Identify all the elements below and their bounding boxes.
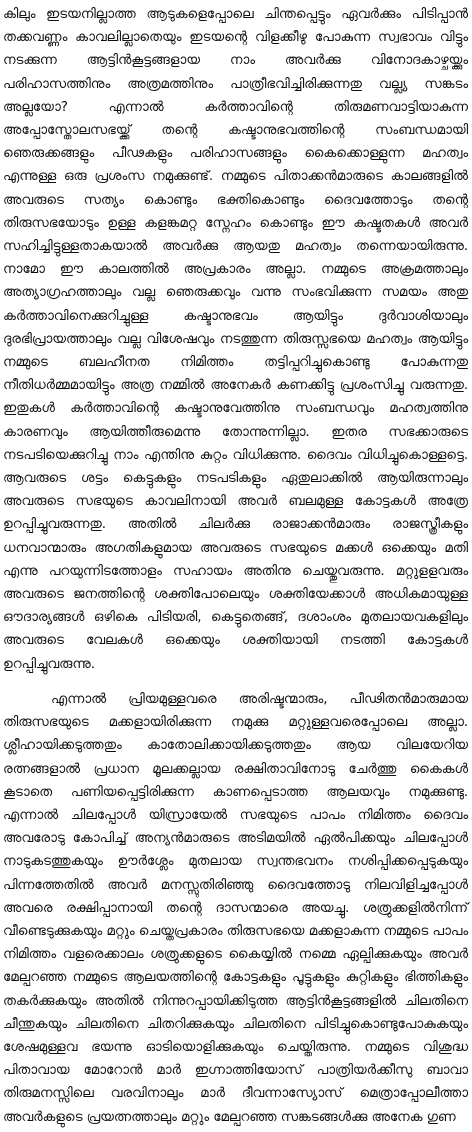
- body-paragraph: കിലും ഇടയനില്ലാത്ത ആടുകളെപ്പോലെ ചിന്തപ്പെട്ടും ഏവർക്കും പിടിപ്പാൻ തക്കവണ്ണം കാവലില്ലാതെയും ഇടയന്റെ വിളക്കീഴു പോകുന്ന സ്വഭാവം വിട്ടും നടക്കുന്ന ആട്ടിൻകൂട്ടങ്ങളായ നാം അവർക്കു വിനോദകാഴ്ചയ്ക്കും പരിഹാസത്തിനും അത്രമത്തിനും പാത്രീഭവിച്ചിരിക്കുന്നതു വല്ല്യ സങ്കടം അല്ലയോ? എന്നാൽ കർത്താവിന്റെ തിരുമണവാട്ടിയാകുന്ന അപ്പോസ്തോലസഭയ്ക്ക് തന്റെ കഷ്ടാനുഭവത്തിന്റെ സംബന്ധമായി ഞെരുക്കങ്ങളും പീഢകളും പരിഹാസങ്ങളും കൈക്കൊള്ളുന്ന മഹത്വം എന്നുള്ള ഒരു പ്രശംസ നമുക്കുണ്ട്. നമ്മുടെ പിതാക്കൻമാരുടെ കാലങ്ങളിൽ അവരുടെ സത്യം കൊണ്ടും ഭക്തികൊണ്ടും ദൈവത്തോടും തന്റെ തിരുസഭയോടും ഉള്ള കളങ്കമറ്റ സ്നേഹം കൊണ്ടും ഈ കഷ്ടതകൾ അവർ സഹിച്ചിട്ടുള്ളതാകയാൽ അവർക്കു ആയതു മഹത്വം തന്നെയായിരുന്നു. നാമോ ഈ കാലത്തിൽ അപ്രകാരം അല്ലാ. നമ്മുടെ അക്രമത്താലും അത്യാഗ്രഹത്താലും വല്ല ഞെരുക്കവും വന്നു സംഭവിക്കുന്ന സമയം അതു കർത്താവിനെക്കുറിച്ചുള്ള കഷ്ടാനുഭവം ആയിട്ടും ദുർവാശിയാലും ദുരഭിപ്രായത്താലും വല്ല വിശേഷവും നടത്തുന്ന തിരുസ്സഭയെ മഹത്വം ആയിട്ടും നമ്മുടെ ബലഹീനത നിമിത്തം തട്ടിപ്പറിച്ചുകൊണ്ടു പോകുന്നതു നീതിധർമ്മമായിട്ടും അത്ര നമ്മിൽ അനേകർ കണക്കിട്ടു പ്രശംസിച്ചു വരുന്നതു. ഇതുകൾ കർത്താവിന്റെ കഷ്ടാനുവേത്തിനു സംബന്ധവും മഹത്വത്തിനു കാരണവും ആയിത്തീരുമെന്നു തോന്നുന്നില്ലാ. ഇതര സഭക്കാരുടെ നടപടിയെക്കുറിച്ചു നാം എന്തിനു കുറ്റം വിധിക്കുന്നു. ദൈവം വിധിച്ചുകൊള്ളട്ടെ. ആവരുടെ ശട്ടം കെട്ടുകളും നടപടികളും ഏതുലാക്കിൽ ആയിരുന്നാലും അവരുടെ സഭയുടെ കാവലിനായി അവർ ബലമുള്ള കോട്ടകൾ അത്രേ ഉറപ്പിച്ചുവരുന്നതു. അതിൽ ചിലർക്കു രാജാക്കൻമാരും രാജസ്ത്രീകളും ധനവാന്മാരും അഗതികളുമായ അവരുടെ സഭയുടെ മക്കൾ ഒക്കെയും മതി എന്നു പറയുന്നിടത്തോളം സഹായം അതിനു ചെയ്തുവരുന്നു. മറ്റുളളവരും അവരുടെ ജനത്തിന്റെ ശക്തിപോലെയും ശക്തിയേക്കാൾ അധികമായുള്ള ഔദാര്യങ്ങൾ ഒഴികെ പിടിയരി, കെട്ടുതെങ്ങ്, ദശാംശം മുതലായവകളിലും അവരുടെ വേലകൾ ഒക്കെയും ശക്തിയായി നടത്തി കോട്ടകൾ ഉറപ്പിച്ചുവരുന്നു.: [3, 6, 468, 672]
- body-paragraph: എന്നാൽ പ്രിയമുള്ളവരെ അരിഷ്ടന്മാരും, പീഢിതൻമാരുമായ തിരുസഭയുടെ മക്കളായിരിക്കുന്ന നമുക്കു മറ്റുള്ളവരെപ്പോലെ അല്ലാ. ശ്ലീഹായിക്കടുത്തതും കാതോലിക്കായിക്കടുത്തതും ആയ വിലയേറിയ രത്നങ്ങളാൽ പ്രധാന മൂലക്കല്ലായ രക്ഷിതാവിനോടു ചേർത്തു കൈകൾ കൂടാതെ പണിയപ്പെട്ടിരിക്കുന്ന കാണപ്പെടാത്ത ആലയവും നമുക്കുണ്ടു. എന്നാൽ ചിലപ്പോൾ യിസ്രായേൽ സഭയുടെ പാപം നിമിത്തം ദൈവം അവരോടു കോപിച്ച് അന്യൻമാരുടെ അടിമയിൽ ഏൽപിക്കയും ചിലപ്പോൾ നാടുകടത്തുകയും ഊർശ്ലേം മുതലായ സ്വന്തഭവനം നശിപ്പിക്കപ്പെടുകയും പിന്നത്തേതിൽ അവർ മനസ്സുതിരിഞ്ഞു ദൈവത്തോടു നിലവിളിച്ചപ്പോൾ അവരെ രക്ഷിപ്പാനായി തന്റെ ദാസന്മാരെ അയച്ചു. ശത്രുക്കളിൽനിന്ന് വീണ്ടെടുക്കുകയും മറ്റും ചെയ്തപ്രകാരം തിരുസഭയെ മക്കളാകുന്ന നമ്മുടെ പാപം നിമിത്തം വളരെക്കാലം ശത്രുക്കളുടെ കൈയ്യിൽ നമ്മെ ഏല്പിക്കുകയും അവർ മേല്പറഞ്ഞ നമ്മുടെ ആലയത്തിന്റെ കോട്ടകളും പൂട്ടുകളും കുറ്റികളും ഭിത്തികളും തകർക്കുകയും അതിൽ നിന്നുറപ്പായിക്കിടുത്ത ആട്ടിൻകൂട്ടങ്ങളിൽ ചിലതിനെ ചീന്തുകയും ചിലതിനെ ചിതറിക്കുകയും ചിലതിനെ പിടിച്ചുകൊണ്ടുപോകുകയും ശേഷമുള്ളവ ഭയന്നു ഓടിയൊളിക്കുകയും ചെയ്തിരുന്നു. നമ്മുടെ വിശുദ്ധ പിതാവായ മോറോൻ മാർ ഇഗ്നാത്തിയോസ് പാത്രിയർക്കീസു ബാവാ തിരുമനസ്സിലെ വരവിനാലും മാർ ദീവന്നാസ്യോസ് മെത്രാപ്പോലീത്താ അവർകളുടെ പ്രയത്നത്താലും മറ്റും മേല്പറഞ്ഞ സങ്കടങ്ങൾക്കു അനേക ഗുണ: [3, 690, 468, 1125]
